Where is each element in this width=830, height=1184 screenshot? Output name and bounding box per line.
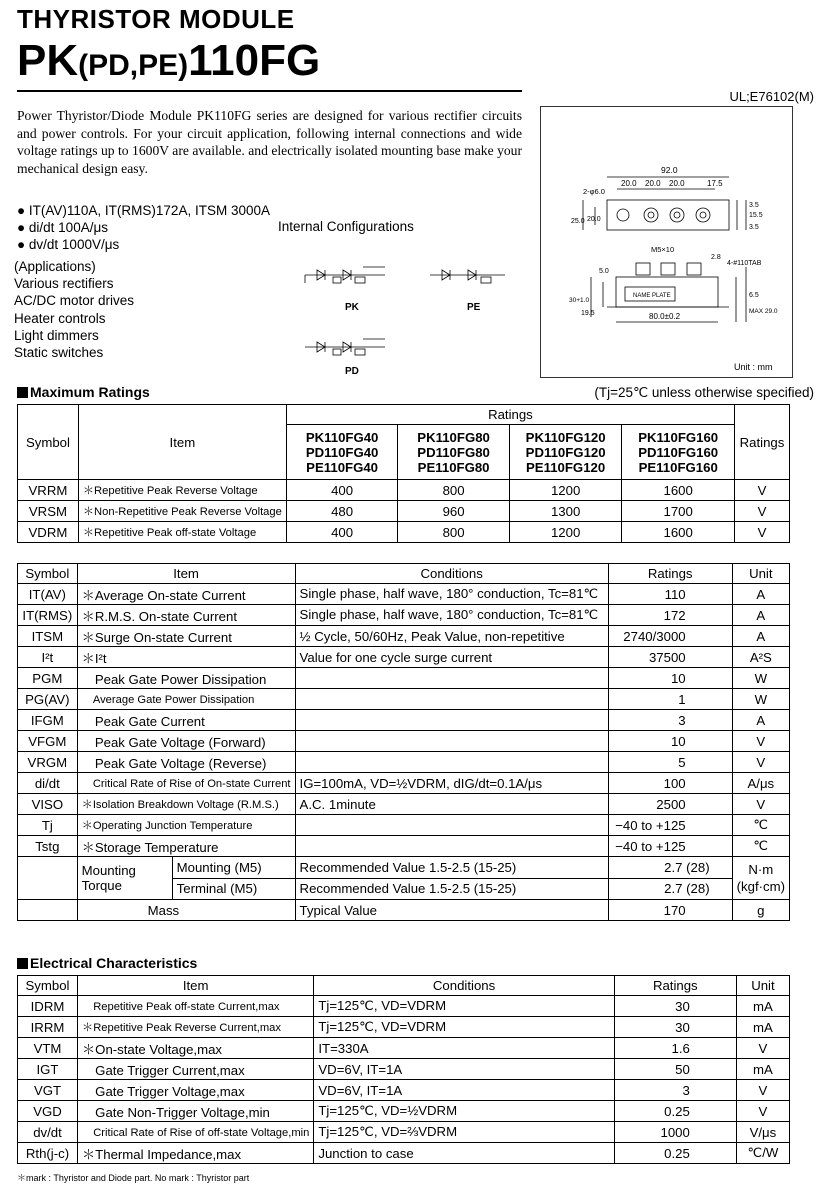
cell-val: 37500 — [608, 647, 732, 668]
ul-file-number: UL;E76102(M) — [729, 89, 814, 104]
feature-item: ● di/dt 100A/μs — [17, 220, 108, 235]
table-row — [18, 773, 790, 794]
application-item: Static switches — [14, 345, 104, 361]
cell-val: 2500 — [608, 794, 732, 815]
cell-cond — [295, 689, 608, 710]
cell-item: Gate Non-Trigger Voltage,min — [78, 1101, 314, 1122]
applications-list — [14, 258, 134, 361]
dim-terminal-height: 5.0 — [599, 268, 609, 275]
cell-item: Peak Gate Current — [77, 710, 295, 731]
col-item: Item — [78, 405, 286, 480]
table-row: VRSM ＊Non-Repetitive Peak Reverse Voltage 480 960 1300 1700 V — [18, 501, 790, 522]
cell-val: 1000 — [614, 1122, 736, 1143]
config-label-pd: PD — [345, 366, 359, 377]
cell-sym: VTM — [18, 1038, 78, 1059]
torque-terminal: Terminal (M5) — [176, 881, 258, 896]
cell-item: ＊R.M.S. On-state Current — [77, 605, 295, 626]
cell-unit: V — [732, 731, 789, 752]
cell-cond: IG=100mA, VD=½VDRM, dIG/dt=0.1A/μs — [295, 773, 608, 794]
intro-paragraph: Power Thyristor/Diode Module PK110FG series are designed for various rectifier circuits and power controls. For your circuit application, following internal connections and wide voltage ratings up to 1600V are available. and electrically isolated mounting base make your mechanical design easy. — [17, 108, 522, 176]
cell-val: 3 — [608, 710, 732, 731]
application-item: Heater controls — [14, 310, 106, 326]
cell-item: ＊On-state Voltage,max — [78, 1038, 314, 1059]
cell-unit: ℃ — [732, 836, 789, 857]
col-symbol: Symbol — [18, 564, 78, 584]
col-symbol: Symbol — [18, 976, 78, 996]
cell-val: 50 — [614, 1059, 736, 1080]
cell-val: 30 — [614, 1017, 736, 1038]
cell-sym: Tstg — [18, 836, 78, 857]
cell-unit: W — [732, 668, 789, 689]
cell-sym: IFGM — [18, 710, 78, 731]
tab-callout: 4-#110TAB — [727, 260, 762, 267]
cell-val: 5 — [608, 752, 732, 773]
col-ratings: Ratings — [608, 564, 732, 584]
dim-edge-top: 3.5 — [749, 202, 759, 209]
application-item: Light dimmers — [14, 327, 99, 343]
cell-cond: Value for one cycle surge current — [295, 647, 608, 668]
dim-base: 6.5 — [749, 292, 759, 299]
col-unit: Unit — [732, 564, 789, 584]
internal-config-diagrams — [295, 255, 525, 385]
cell-unit: V — [736, 1101, 789, 1122]
dim-mount-pitch: 80.0±0.2 — [649, 312, 681, 321]
model-cell: PK110FG40 PD110FG40 PE110FG40 — [286, 425, 397, 480]
applications-title: (Applications) — [14, 259, 96, 274]
table-row — [18, 794, 790, 815]
cell-sym: VRGM — [18, 752, 78, 773]
cell-unit: A — [732, 584, 789, 605]
table-row — [18, 1080, 790, 1101]
dim-pitch-2: 20.0 — [645, 179, 661, 188]
cell-unit: A/μs — [732, 773, 789, 794]
cell-cond: VD=6V, IT=1A — [314, 1059, 614, 1080]
col-ratings: Ratings — [614, 976, 736, 996]
application-item: AC/DC motor drives — [14, 293, 135, 309]
cell-item: ＊I²t — [77, 647, 295, 668]
outline-drawing-svg — [541, 107, 792, 377]
cell-unit: A²S — [732, 647, 789, 668]
cell-val: 10 — [608, 731, 732, 752]
cell-item: Gate Trigger Current,max — [78, 1059, 314, 1080]
cell-item: Peak Gate Voltage (Forward) — [77, 731, 295, 752]
cell-sym: ITSM — [18, 626, 78, 647]
table-row — [18, 647, 790, 668]
cell-sym: PG(AV) — [18, 689, 78, 710]
table-row — [18, 752, 790, 773]
table-row — [18, 710, 790, 731]
cell-val: 0.25 — [614, 1101, 736, 1122]
cell-unit: V — [732, 752, 789, 773]
cell-unit: mA — [736, 1059, 789, 1080]
col-item: Item — [77, 564, 295, 584]
cell-cond: ½ Cycle, 50/60Hz, Peak Value, non-repetitive — [295, 626, 608, 647]
cell-item: Critical Rate of Rise of On-state Current — [77, 773, 295, 794]
table-row: Mass Typical Value 170 g — [18, 900, 790, 921]
cell-cond: Tj=125℃, VD=VDRM — [314, 1017, 614, 1038]
table-row — [18, 731, 790, 752]
cell-unit: ℃/W — [736, 1143, 789, 1164]
cell-sym: VGT — [18, 1080, 78, 1101]
cell-item: Peak Gate Power Dissipation — [77, 668, 295, 689]
cell-sym: I²t — [18, 647, 78, 668]
table-row — [18, 605, 790, 626]
cell-item: ＊Repetitive Peak Reverse Current,max — [78, 1017, 314, 1038]
cell-val: 100 — [608, 773, 732, 794]
cell-sym: IT(RMS) — [18, 605, 78, 626]
col-ratings: Ratings — [286, 405, 734, 425]
cell-cond: VD=6V, IT=1A — [314, 1080, 614, 1101]
cell-val: 10 — [608, 668, 732, 689]
cell-val: 172 — [608, 605, 732, 626]
cell-sym: VISO — [18, 794, 78, 815]
model-cell: PK110FG80 PD110FG80 PE110FG80 — [398, 425, 509, 480]
cell-item: ＊Thermal Impedance,max — [78, 1143, 314, 1164]
config-label-pk: PK — [345, 302, 359, 313]
table-row — [18, 1122, 790, 1143]
table-row: Mounting Torque Mounting (M5) Terminal (M5) Recommended Value 1.5-2.5 (15-25) 2.7 (28) N·m (kgf·cm) — [18, 857, 790, 879]
table-row: Recommended Value 1.5-2.5 (15-25) 2.7 (28) — [18, 878, 790, 900]
model-cell: PK110FG160 PD110FG160 PE110FG160 — [622, 425, 735, 480]
section-max-ratings: Maximum Ratings — [17, 384, 150, 400]
dim-edge-bottom: 3.5 — [749, 224, 759, 231]
internal-config-title: Internal Configurations — [278, 219, 414, 234]
cell-item: Average Gate Power Dissipation — [77, 689, 295, 710]
cell-cond — [295, 836, 608, 857]
config-label-pe: PE — [467, 302, 481, 313]
cell-cond: Single phase, half wave, 180° conduction, Tc=81℃ — [295, 584, 608, 605]
max-ratings-note: (Tj=25℃ unless otherwise specified) — [594, 385, 814, 400]
cell-unit: ℃ — [732, 815, 789, 836]
cell-cond: Tj=125℃, VD=½VDRM — [314, 1101, 614, 1122]
cell-sym: di/dt — [18, 773, 78, 794]
cell-unit: A — [732, 605, 789, 626]
outline-drawing — [540, 106, 793, 378]
cell-cond — [295, 731, 608, 752]
dim-mid: 15.5 — [749, 212, 763, 219]
cell-sym: IGT — [18, 1059, 78, 1080]
cell-unit: V — [732, 794, 789, 815]
model-cell: PK110FG120 PD110FG120 PE110FG120 — [509, 425, 622, 480]
cell-val: 110 — [608, 584, 732, 605]
cell-val: 30 — [614, 996, 736, 1017]
nameplate-label: NAME PLATE — [633, 293, 671, 299]
cell-sym: Tj — [18, 815, 78, 836]
cell-sym: Rth(j-c) — [18, 1143, 78, 1164]
table-row — [18, 1143, 790, 1164]
dim-hole-spacing: 20.0 — [587, 216, 601, 223]
section-electrical: Electrical Characteristics — [17, 955, 197, 971]
electrical-table — [17, 975, 790, 1164]
cell-cond — [295, 668, 608, 689]
max-ratings-table — [17, 404, 790, 543]
cell-val: 1 — [608, 689, 732, 710]
cell-val: 0.25 — [614, 1143, 736, 1164]
cell-item: ＊Average On-state Current — [77, 584, 295, 605]
dim-max-height: MAX 29.0 — [749, 308, 778, 315]
footnote: ＊mark : Thyristor and Diode part. No mark : Thyristor part — [17, 1173, 250, 1183]
doc-title: PK(PD,PE)110FG — [17, 36, 321, 85]
dim-total-height: 30+1.0 — [569, 297, 590, 304]
table-row — [18, 689, 790, 710]
table-row: VDRM ＊Repetitive Peak off-state Voltage 400 800 1200 1600 V — [18, 522, 790, 543]
doc-subtitle: THYRISTOR MODULE — [17, 4, 295, 34]
cell-item: ＊Surge On-state Current — [77, 626, 295, 647]
cell-val: −40 to +125 — [608, 836, 732, 857]
cell-cond: IT=330A — [314, 1038, 614, 1059]
cell-val: 1.6 — [614, 1038, 736, 1059]
cell-unit: A — [732, 710, 789, 731]
table-row — [18, 1101, 790, 1122]
cell-unit: mA — [736, 996, 789, 1017]
table-row — [18, 996, 790, 1017]
unit-label: Unit : mm — [734, 362, 773, 372]
col-symbol: Symbol — [18, 405, 79, 480]
cell-item: Gate Trigger Voltage,max — [78, 1080, 314, 1101]
dim-edge: 17.5 — [707, 179, 723, 188]
cell-cond: A.C. 1minute — [295, 794, 608, 815]
cell-item: ＊Operating Junction Temperature — [77, 815, 295, 836]
cell-cond: Tj=125℃, VD=⅔VDRM — [314, 1122, 614, 1143]
dim-body-height: 19.5 — [581, 310, 595, 317]
dim-width: 25.0 — [571, 218, 585, 225]
cell-cond: Single phase, half wave, 180° conduction, Tc=81℃ — [295, 605, 608, 626]
application-item: Various rectifiers — [14, 276, 114, 292]
cell-unit: V — [736, 1038, 789, 1059]
table-row — [18, 815, 790, 836]
cell-sym: PGM — [18, 668, 78, 689]
table-row — [18, 584, 790, 605]
cell-unit: W — [732, 689, 789, 710]
cell-sym: VFGM — [18, 731, 78, 752]
cell-sym: VGD — [18, 1101, 78, 1122]
ratings-conditions-table — [17, 563, 790, 921]
dim-overall-length: 92.0 — [661, 165, 678, 175]
feature-item: ● dv/dt 1000V/μs — [17, 237, 120, 252]
cell-sym: dv/dt — [18, 1122, 78, 1143]
dim-pitch-3: 20.0 — [669, 179, 685, 188]
cell-cond: Tj=125℃, VD=VDRM — [314, 996, 614, 1017]
cell-cond — [295, 815, 608, 836]
cell-item: ＊Storage Temperature — [77, 836, 295, 857]
cell-sym: IRRM — [18, 1017, 78, 1038]
col-unit: Ratings — [734, 405, 789, 480]
col-conditions: Conditions — [295, 564, 608, 584]
table-row — [18, 1038, 790, 1059]
dim-pitch-1: 20.0 — [621, 179, 637, 188]
col-unit: Unit — [736, 976, 789, 996]
cell-item: ＊Isolation Breakdown Voltage (R.M.S.) — [77, 794, 295, 815]
cell-unit: mA — [736, 1017, 789, 1038]
title-rule — [17, 90, 522, 92]
cell-unit: V — [736, 1080, 789, 1101]
cell-item: Peak Gate Voltage (Reverse) — [77, 752, 295, 773]
table-row — [18, 1017, 790, 1038]
feature-item: ● IT(AV)110A, IT(RMS)172A, ITSM 3000A — [17, 203, 270, 218]
cell-unit: A — [732, 626, 789, 647]
cell-unit: V/μs — [736, 1122, 789, 1143]
dim-tab: 2.8 — [711, 254, 721, 261]
cell-val: 3 — [614, 1080, 736, 1101]
cell-cond — [295, 710, 608, 731]
cell-sym: IT(AV) — [18, 584, 78, 605]
cell-val: 2740/3000 — [608, 626, 732, 647]
torque-label: Mounting Torque — [81, 863, 136, 893]
dim-mount-hole: 2-φ6.0 — [583, 187, 605, 196]
col-item: Item — [78, 976, 314, 996]
cell-val: −40 to +125 — [608, 815, 732, 836]
table-row — [18, 836, 790, 857]
table-row — [18, 626, 790, 647]
table-row — [18, 668, 790, 689]
torque-mount: Mounting (M5) — [173, 857, 295, 879]
table-row — [18, 1059, 790, 1080]
screw-callout: M5×10 — [651, 245, 675, 254]
cell-sym: IDRM — [18, 996, 78, 1017]
cell-item: Repetitive Peak off-state Current,max — [78, 996, 314, 1017]
table-row: VRRM ＊Repetitive Peak Reverse Voltage 400 800 1200 1600 V — [18, 480, 790, 501]
cell-cond: Junction to case — [314, 1143, 614, 1164]
col-conditions: Conditions — [314, 976, 614, 996]
cell-cond — [295, 752, 608, 773]
cell-item: Critical Rate of Rise of off-state Voltage,min — [78, 1122, 314, 1143]
